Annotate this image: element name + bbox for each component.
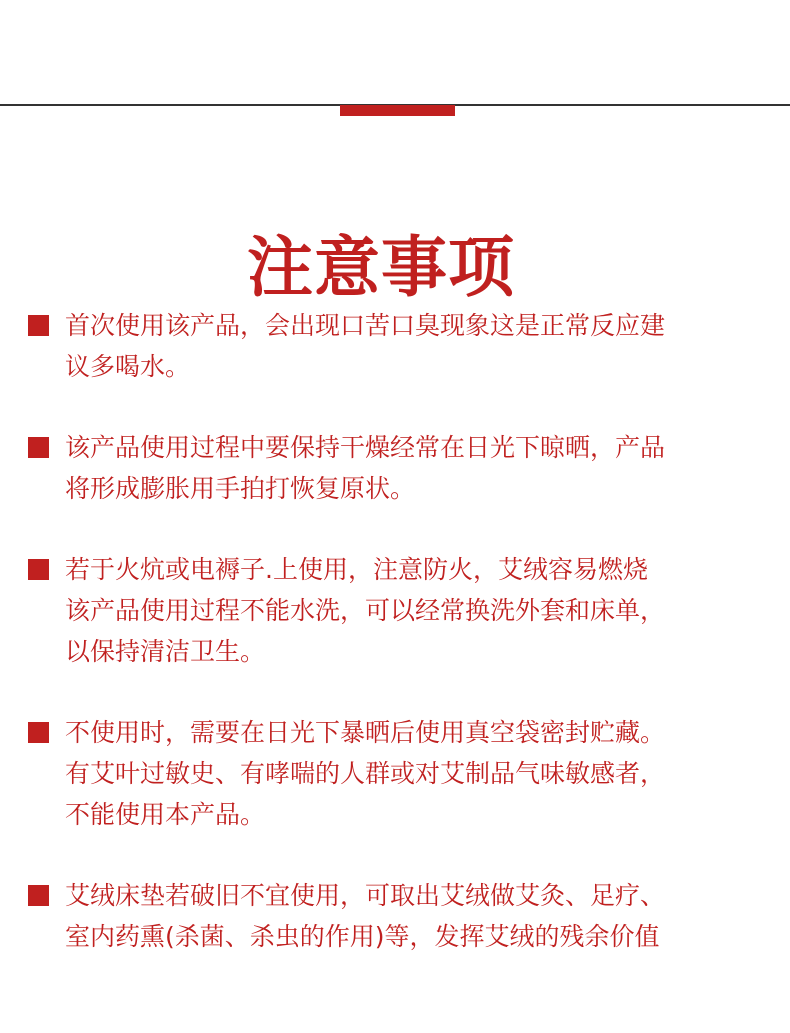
note-item xyxy=(28,712,768,835)
note-line: 艾绒床垫若破旧不宜使用，可取出艾绒做艾灸、足疗、 xyxy=(65,881,666,910)
note-line: 议多喝水。 xyxy=(65,352,191,381)
note-line: 首次使用该产品，会出现口苦口臭现象这是正常反应建 xyxy=(65,311,666,340)
note-line: 不使用时，需要在日光下暴晒后使用真空袋密封贮藏。 xyxy=(65,718,666,747)
square-bullet-icon xyxy=(28,437,49,458)
note-line: 有艾叶过敏史、有哮喘的人群或对艾制品气味敏感者， xyxy=(65,759,666,788)
note-line: 不能使用本产品。 xyxy=(65,800,266,829)
square-bullet-icon xyxy=(28,559,49,580)
note-line: 将形成膨胀用手拍打恢复原状。 xyxy=(65,474,416,503)
note-line: 该产品使用过程中要保持干燥经常在日光下晾晒，产品 xyxy=(65,433,666,462)
note-line: 以保持清洁卫生。 xyxy=(65,637,266,666)
page-title: 注意事项 xyxy=(247,229,515,307)
notes-list xyxy=(28,305,768,997)
square-bullet-icon xyxy=(28,722,49,743)
note-line: 该产品使用过程不能水洗，可以经常换洗外套和床单， xyxy=(65,596,666,625)
note-line: 若于火炕或电褥子.上使用，注意防火，艾绒容易燃烧 xyxy=(65,555,648,584)
square-bullet-icon xyxy=(28,315,49,336)
note-item xyxy=(28,875,768,957)
note-item xyxy=(28,549,768,672)
note-item xyxy=(28,427,768,509)
note-item xyxy=(28,305,768,387)
square-bullet-icon xyxy=(28,885,49,906)
note-line: 室内药熏(杀菌、杀虫的作用)等，发挥艾绒的残余价值 xyxy=(65,922,660,951)
header-divider-accent xyxy=(340,105,455,116)
